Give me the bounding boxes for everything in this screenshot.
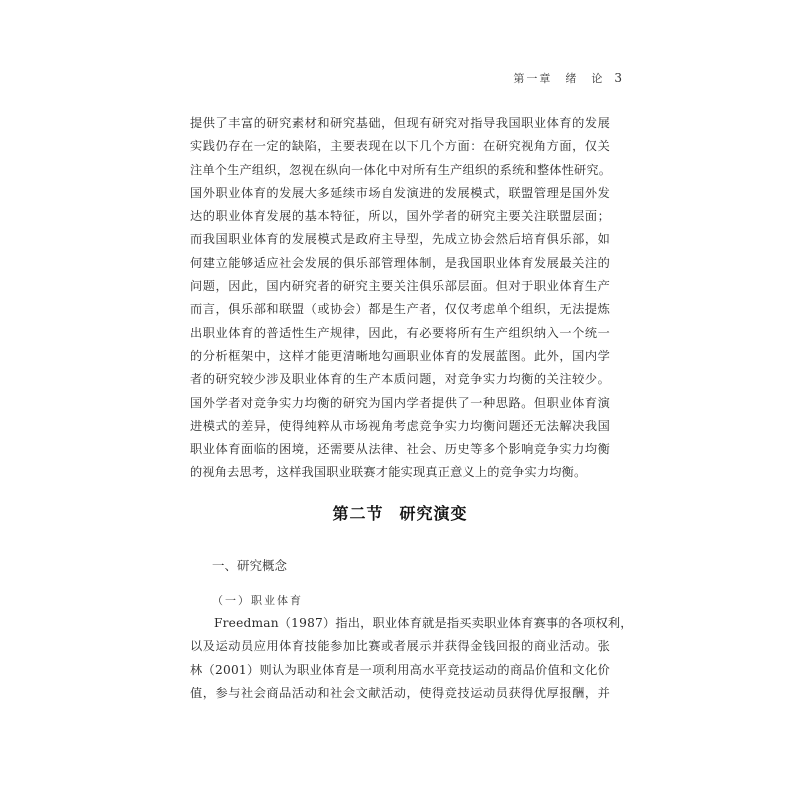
chapter-title: 第一章 绪 论	[513, 72, 605, 85]
text-line: 进模式的差异，使得纯粹从市场视角考虑竞争实力均衡问题还无法解决我国	[190, 418, 610, 433]
running-header	[513, 70, 624, 86]
text-line: 提供了丰富的研究素材和研究基础，但现有研究对指导我国职业体育的发展	[190, 116, 610, 130]
text-line: 的分析框架中，这样才能更清晰地勾画职业体育的发展蓝图。此外，国内学	[190, 348, 610, 363]
top-paragraph	[190, 112, 610, 485]
page-number: 3	[614, 71, 624, 85]
section-title-text: 研究演变	[399, 504, 468, 523]
text-line: 国外学者对竞争实力均衡的研究为国内学者提供了一种思路。但职业体育演	[190, 395, 610, 410]
text-line: 而言，俱乐部和联盟（或协会）都是生产者，仅仅考虑单个组织，无法提炼	[190, 302, 610, 317]
text-line: 问题，因此，国内研究者的研究主要关注俱乐部层面。但对于职业体育生产	[190, 279, 610, 294]
text-line: Freedman（1987）指出，职业体育就是指买卖职业体育赛事的各项权利，	[214, 616, 633, 630]
text-line: 国外职业体育的发展大多延续市场自发演进的发展模式，联盟管理是国外发	[190, 185, 610, 200]
text-line: 而我国职业体育的发展模式是政府主导型，先成立协会然后培育俱乐部，如	[190, 232, 610, 247]
text-line: 以及运动员应用体育技能参加比赛或者展示并获得金钱回报的商业活动。张	[190, 639, 610, 654]
subheading: 一、研究概念	[212, 558, 288, 573]
bottom-paragraph	[190, 612, 633, 705]
text-line: 何建立能够适应社会发展的俱乐部管理体制，是我国职业体育发展最关注的	[190, 255, 610, 270]
section-number: 第二节	[332, 504, 384, 523]
subsubheading: （一）职业体育	[212, 594, 303, 607]
text-line: 者的研究较少涉及职业体育的生产本质问题，对竞争实力均衡的关注较少。	[190, 372, 610, 387]
text-line: 达的职业体育发展的基本特征，所以，国外学者的研究主要关注联盟层面；	[190, 209, 610, 224]
text-line: 值，参与社会商品活动和社会文献活动，使得竞技运动员获得优厚报酬，并	[190, 685, 610, 700]
section-heading	[0, 501, 800, 524]
text-line: 注单个生产组织，忽视在纵向一体化中对所有生产组织的系统和整体性研究。	[190, 162, 612, 177]
text-line: 出职业体育的普适性生产规律，因此，有必要将所有生产组织纳入一个统一	[190, 325, 610, 340]
text-line: 职业体育面临的困境，还需要从法律、社会、历史等多个影响竞争实力均衡	[190, 442, 610, 457]
text-line: 的视角去思考，这样我国职业联赛才能实现真正意义上的竞争实力均衡。	[190, 465, 587, 480]
text-line: 林（2001）则认为职业体育是一项利用高水平竞技运动的商品价值和文化价	[190, 662, 610, 677]
text-line: 实践仍存在一定的缺陷，主要表现在以下几个方面：在研究视角方面，仅关	[190, 139, 610, 154]
